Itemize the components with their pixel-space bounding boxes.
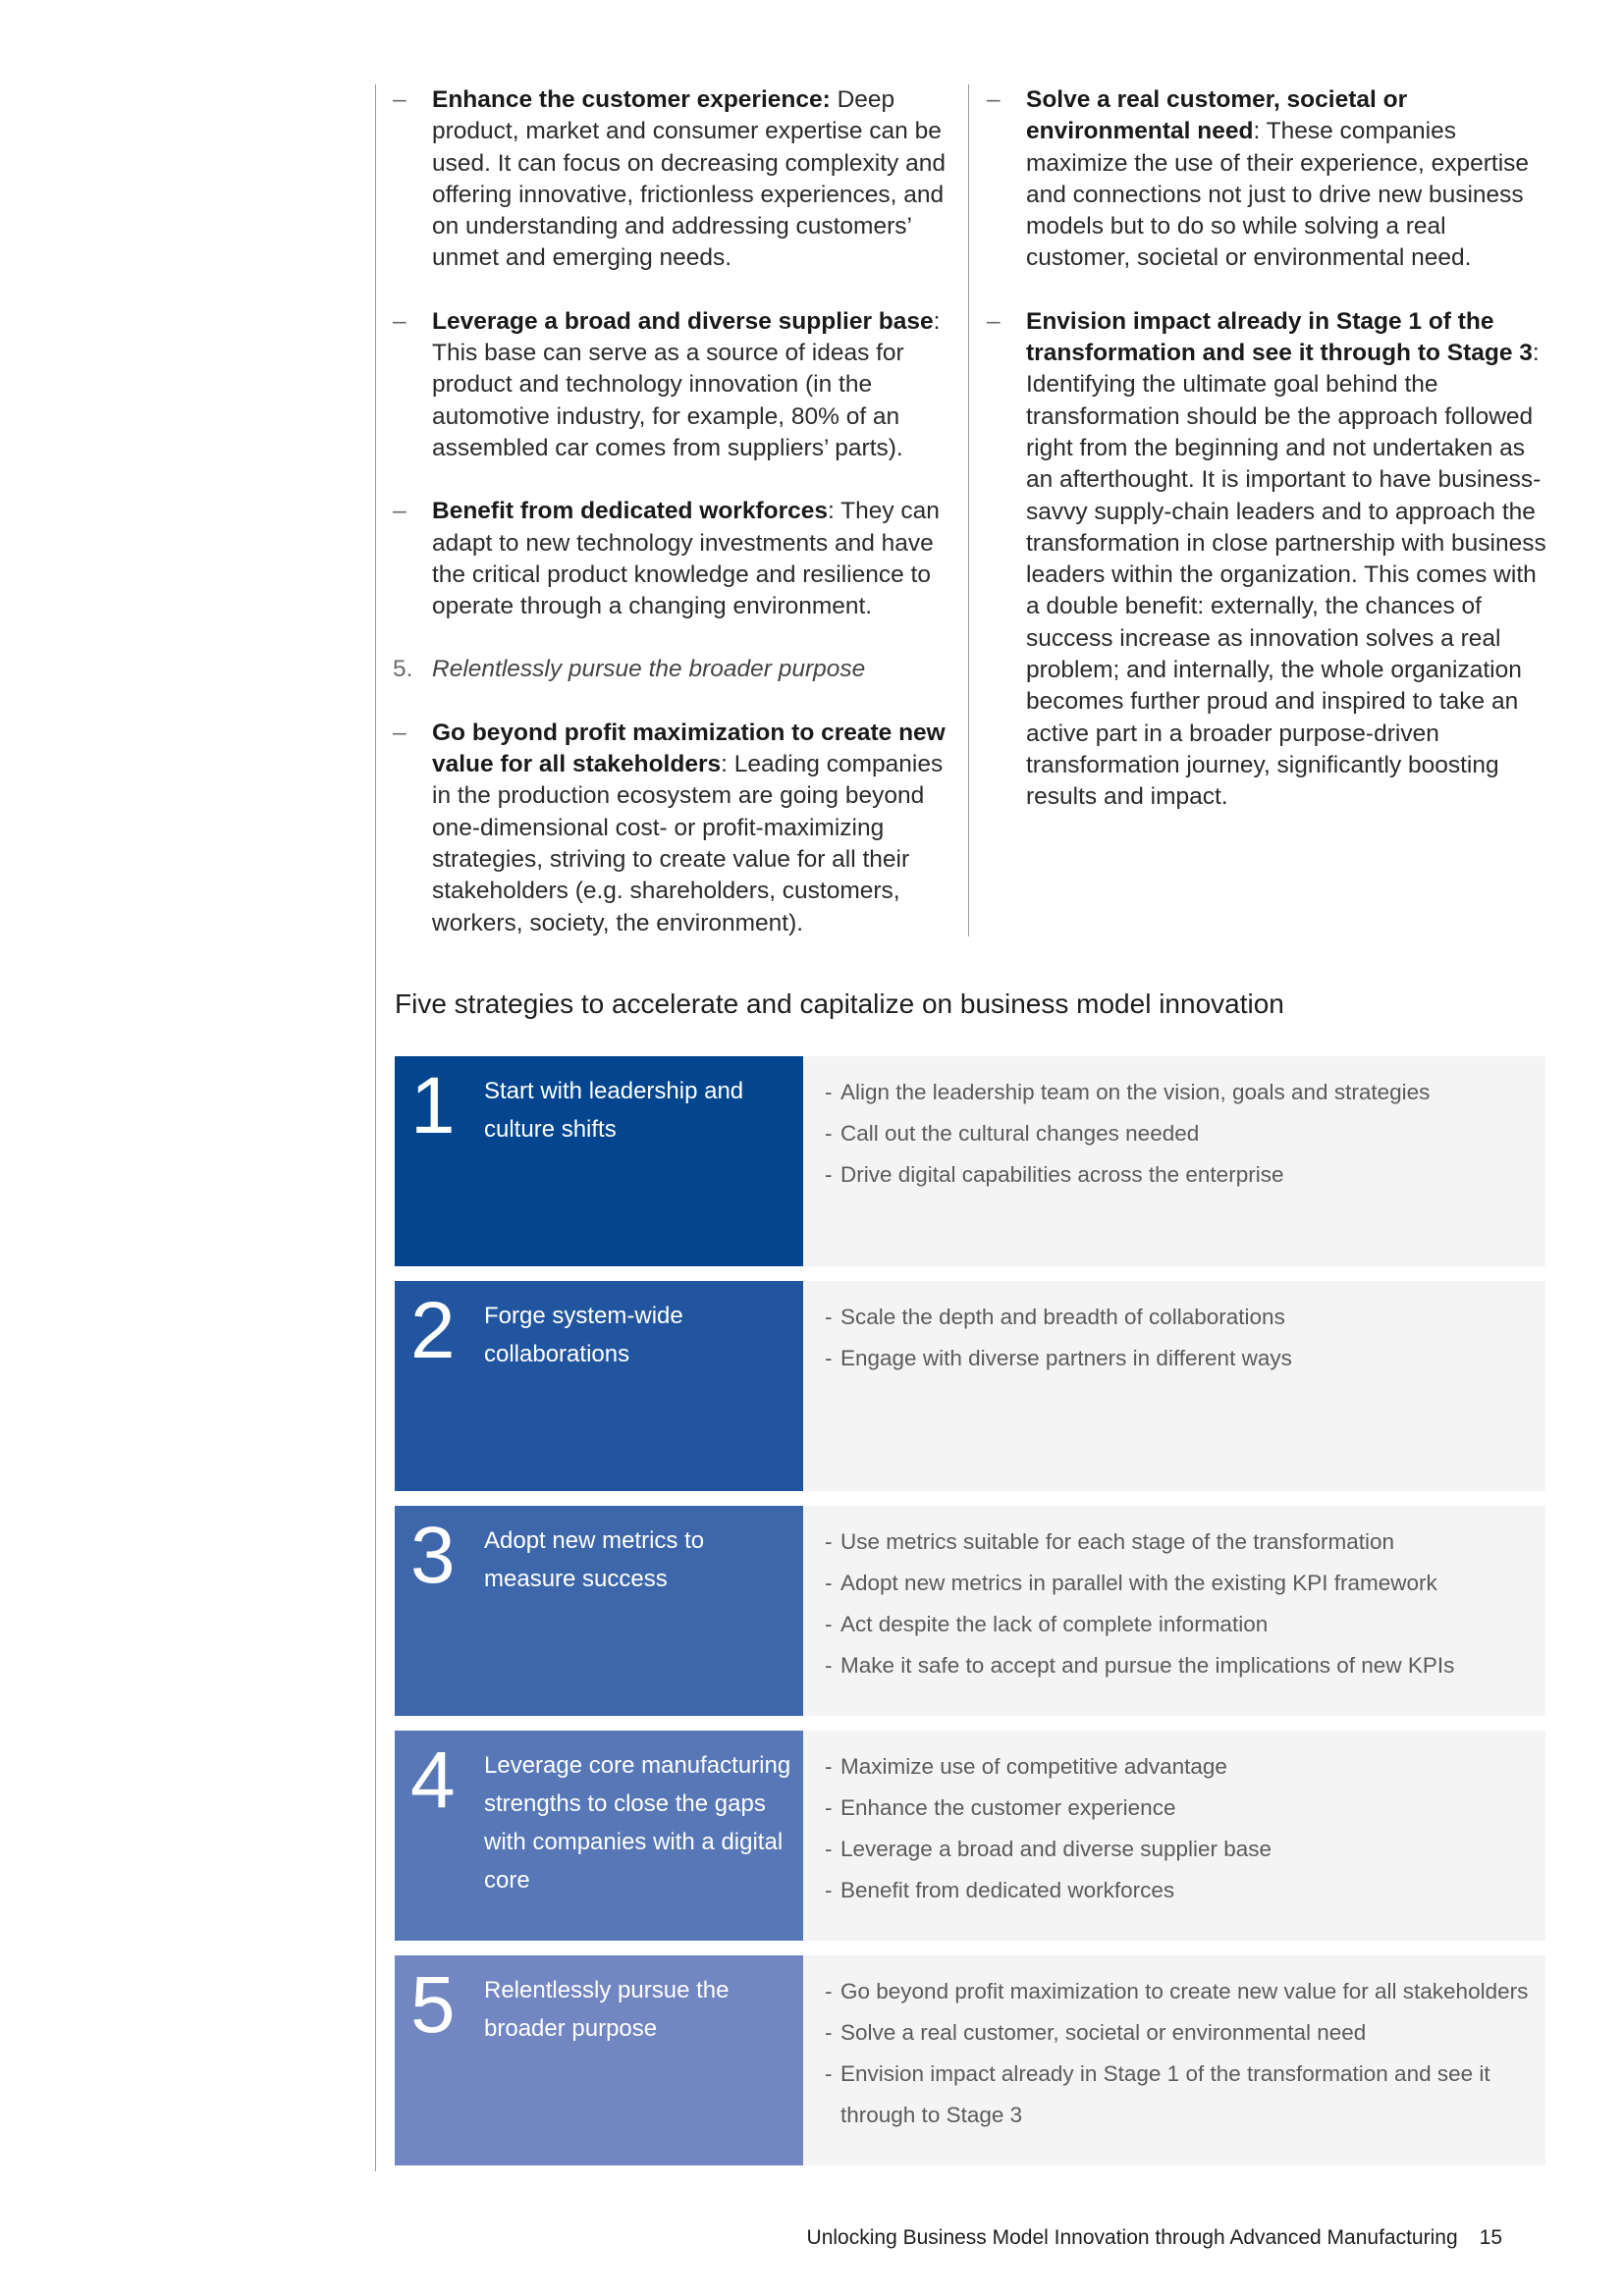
bullet-text: : Leading companies in the production ecosystem are going beyond one-dimensional cost- or profit-maximizing strategies, striving to create value for all their stakeholders (e.g. shareholders, customers, workers, society, the environment).	[432, 751, 944, 936]
dash-marker: -	[825, 1529, 833, 1554]
bullet-item	[987, 84, 1546, 275]
strategy-row-3	[395, 1506, 1545, 1716]
strategy-actions-cell	[803, 1731, 1545, 1941]
bullet-heading: Solve a real customer, societal or environmental need	[1026, 86, 1408, 145]
strategy-action-text: Act despite the lack of complete information	[840, 1612, 1269, 1636]
footer-title: Unlocking Business Model Innovation through Advanced Manufacturing	[806, 2226, 1458, 2249]
column-divider-rule	[968, 84, 969, 936]
page-footer	[807, 2226, 1502, 2250]
strategy-action-item	[825, 1604, 1536, 1645]
strategy-action-item	[825, 1563, 1536, 1604]
strategy-action-item	[825, 1522, 1536, 1563]
number-marker: 5.	[393, 656, 413, 683]
dash-marker: -	[825, 1121, 833, 1146]
strategy-action-item	[825, 1870, 1536, 1911]
bullet-item	[393, 718, 952, 939]
strategy-actions-list	[803, 1506, 1545, 1686]
strategy-number: 3	[410, 1511, 456, 1600]
strategy-action-text: Call out the cultural changes needed	[840, 1121, 1200, 1146]
bullet-text: Deep product, market and consumer expertise can be used. It can focus on decreasing complexity and offering innovative, frictionless experiences, and on understanding and addressing customers’ unmet and emerging needs.	[432, 86, 946, 272]
bullet-heading: Enhance the customer experience:	[432, 86, 831, 113]
bullet-item	[393, 84, 952, 275]
strategy-number: 5	[410, 1960, 456, 2050]
strategy-row-1	[395, 1056, 1545, 1266]
strategy-action-text: Envision impact already in Stage 1 of the transformation and see it through to Stage 3	[840, 2061, 1490, 2127]
bullet-text: : This base can serve as a source of ideas for product and technology innovation (in the automotive industry, for example, 80% of an assembled car comes from suppliers’ parts).	[432, 307, 941, 461]
strategy-number-cell	[395, 1506, 803, 1716]
strategy-number: 2	[410, 1286, 456, 1375]
strategy-actions-cell	[803, 1506, 1545, 1716]
page-number: 15	[1479, 2226, 1502, 2249]
strategy-title: Forge system-wide collaborations	[484, 1303, 683, 1367]
bullet-heading: Envision impact already in Stage 1 of the transformation and see it through to Stage 3	[1026, 307, 1533, 367]
strategy-action-text: Maximize use of competitive advantage	[840, 1754, 1227, 1779]
bullet-item	[393, 496, 952, 622]
strategy-action-text: Align the leadership team on the vision, goals and strategies	[840, 1080, 1431, 1104]
strategy-action-item	[825, 1154, 1536, 1196]
dash-marker: –	[393, 307, 406, 335]
strategy-action-text: Scale the depth and breadth of collaborations	[840, 1305, 1285, 1329]
strategy-action-item	[825, 1971, 1536, 2012]
strategy-action-text: Solve a real customer, societal or environmental need	[840, 2020, 1367, 2045]
strategy-action-text: Use metrics suitable for each stage of the transformation	[840, 1529, 1395, 1554]
dash-marker: –	[393, 498, 406, 525]
strategy-number: 1	[410, 1061, 456, 1150]
strategy-row-4	[395, 1731, 1545, 1941]
bullet-item	[987, 306, 1546, 814]
left-column	[393, 84, 952, 971]
strategy-number-cell	[395, 1056, 803, 1266]
left-vertical-rule	[375, 84, 376, 2171]
strategy-action-item	[825, 1645, 1536, 1686]
dash-marker: –	[987, 86, 1001, 113]
strategy-row-2	[395, 1281, 1545, 1491]
dash-marker: -	[825, 1878, 833, 1902]
dash-marker: -	[825, 1080, 833, 1104]
dash-marker: -	[825, 1571, 833, 1595]
dash-marker: -	[825, 1754, 833, 1779]
strategy-number-cell	[395, 1281, 803, 1491]
strategy-action-text: Leverage a broad and diverse supplier base	[840, 1837, 1272, 1861]
strategy-action-text: Adopt new metrics in parallel with the existing KPI framework	[840, 1571, 1437, 1595]
strategy-action-item	[825, 1746, 1536, 1788]
strategy-action-item	[825, 1338, 1536, 1379]
strategy-title: Relentlessly pursue the broader purpose	[484, 1977, 730, 2042]
dash-marker: -	[825, 1837, 833, 1861]
strategy-row-5	[395, 1955, 1545, 2165]
strategy-action-item	[825, 1297, 1536, 1338]
strategy-action-text: Enhance the customer experience	[840, 1795, 1176, 1820]
dash-marker: –	[393, 86, 406, 113]
strategy-title: Start with leadership and culture shifts	[484, 1078, 744, 1143]
dash-marker: –	[987, 307, 1001, 335]
numbered-item	[393, 654, 952, 685]
strategy-action-item	[825, 2012, 1536, 2054]
strategy-action-item	[825, 1072, 1536, 1113]
strategies-heading: Five strategies to accelerate and capitalize on business model innovation	[395, 988, 1284, 1019]
dash-marker: -	[825, 2061, 833, 2086]
bullet-heading: Go beyond profit maximization to create new value for all stakeholders	[432, 719, 946, 778]
bullet-text: : Identifying the ultimate goal behind the transformation should be the approach followed right from the beginning and not undertaken as an afterthought. It is important to have business-savvy supply-chain leaders and to approach the transformation in close partnership with business leaders within the organization. This comes with a double benefit: externally, the chances of success increase as innovation solves a real problem; and internally, the whole organization becomes further proud and inspired to take an active part in a broader purpose-driven transformation journey, significantly boosting results and impact.	[1026, 340, 1546, 811]
bullet-heading: Leverage a broad and diverse supplier base	[432, 307, 934, 335]
strategy-number: 4	[410, 1735, 456, 1825]
strategy-action-item	[825, 1829, 1536, 1870]
bullet-heading: Benefit from dedicated workforces	[432, 498, 828, 525]
strategy-number-cell	[395, 1731, 803, 1941]
strategy-action-text: Go beyond profit maximization to create new value for all stakeholders	[840, 1979, 1529, 2003]
dash-marker: -	[825, 1305, 833, 1329]
strategy-actions-cell	[803, 1056, 1545, 1266]
dash-marker: -	[825, 1346, 833, 1370]
strategy-action-text: Drive digital capabilities across the enterprise	[840, 1162, 1284, 1187]
strategy-title: Leverage core manufacturing strengths to close the gaps with companies with a digital core	[484, 1752, 791, 1894]
dash-marker: -	[825, 1612, 833, 1636]
strategy-actions-list	[803, 1955, 1545, 2136]
bullet-item	[393, 306, 952, 464]
strategy-number-cell	[395, 1955, 803, 2165]
strategy-action-text: Benefit from dedicated workforces	[840, 1878, 1175, 1902]
strategy-title: Adopt new metrics to measure success	[484, 1527, 705, 1592]
strategy-action-text: Make it safe to accept and pursue the implications of new KPIs	[840, 1653, 1455, 1678]
strategy-actions-cell	[803, 1955, 1545, 2165]
dash-marker: -	[825, 1795, 833, 1820]
strategy-action-item	[825, 1113, 1536, 1154]
dash-marker: –	[393, 719, 406, 746]
strategy-action-text: Engage with diverse partners in different ways	[840, 1346, 1292, 1370]
dash-marker: -	[825, 1162, 833, 1187]
strategy-action-item	[825, 1788, 1536, 1829]
strategy-actions-list	[803, 1056, 1545, 1196]
right-column	[987, 84, 1546, 845]
bullet-text: : These companies maximize the use of their experience, expertise and connections not just to drive new business models but to do so while solving a real customer, societal or environmental need.	[1026, 118, 1530, 272]
strategy-actions-cell	[803, 1281, 1545, 1491]
strategy-action-item	[825, 2054, 1536, 2136]
dash-marker: -	[825, 1979, 833, 2003]
dash-marker: -	[825, 2020, 833, 2045]
dash-marker: -	[825, 1653, 833, 1678]
strategy-actions-list	[803, 1281, 1545, 1379]
numbered-item-text: Relentlessly pursue the broader purpose	[432, 656, 866, 683]
bullet-text: : They can adapt to new technology investments and have the critical product knowledge and resilience to operate through a changing environment.	[432, 498, 940, 620]
strategy-actions-list	[803, 1731, 1545, 1911]
